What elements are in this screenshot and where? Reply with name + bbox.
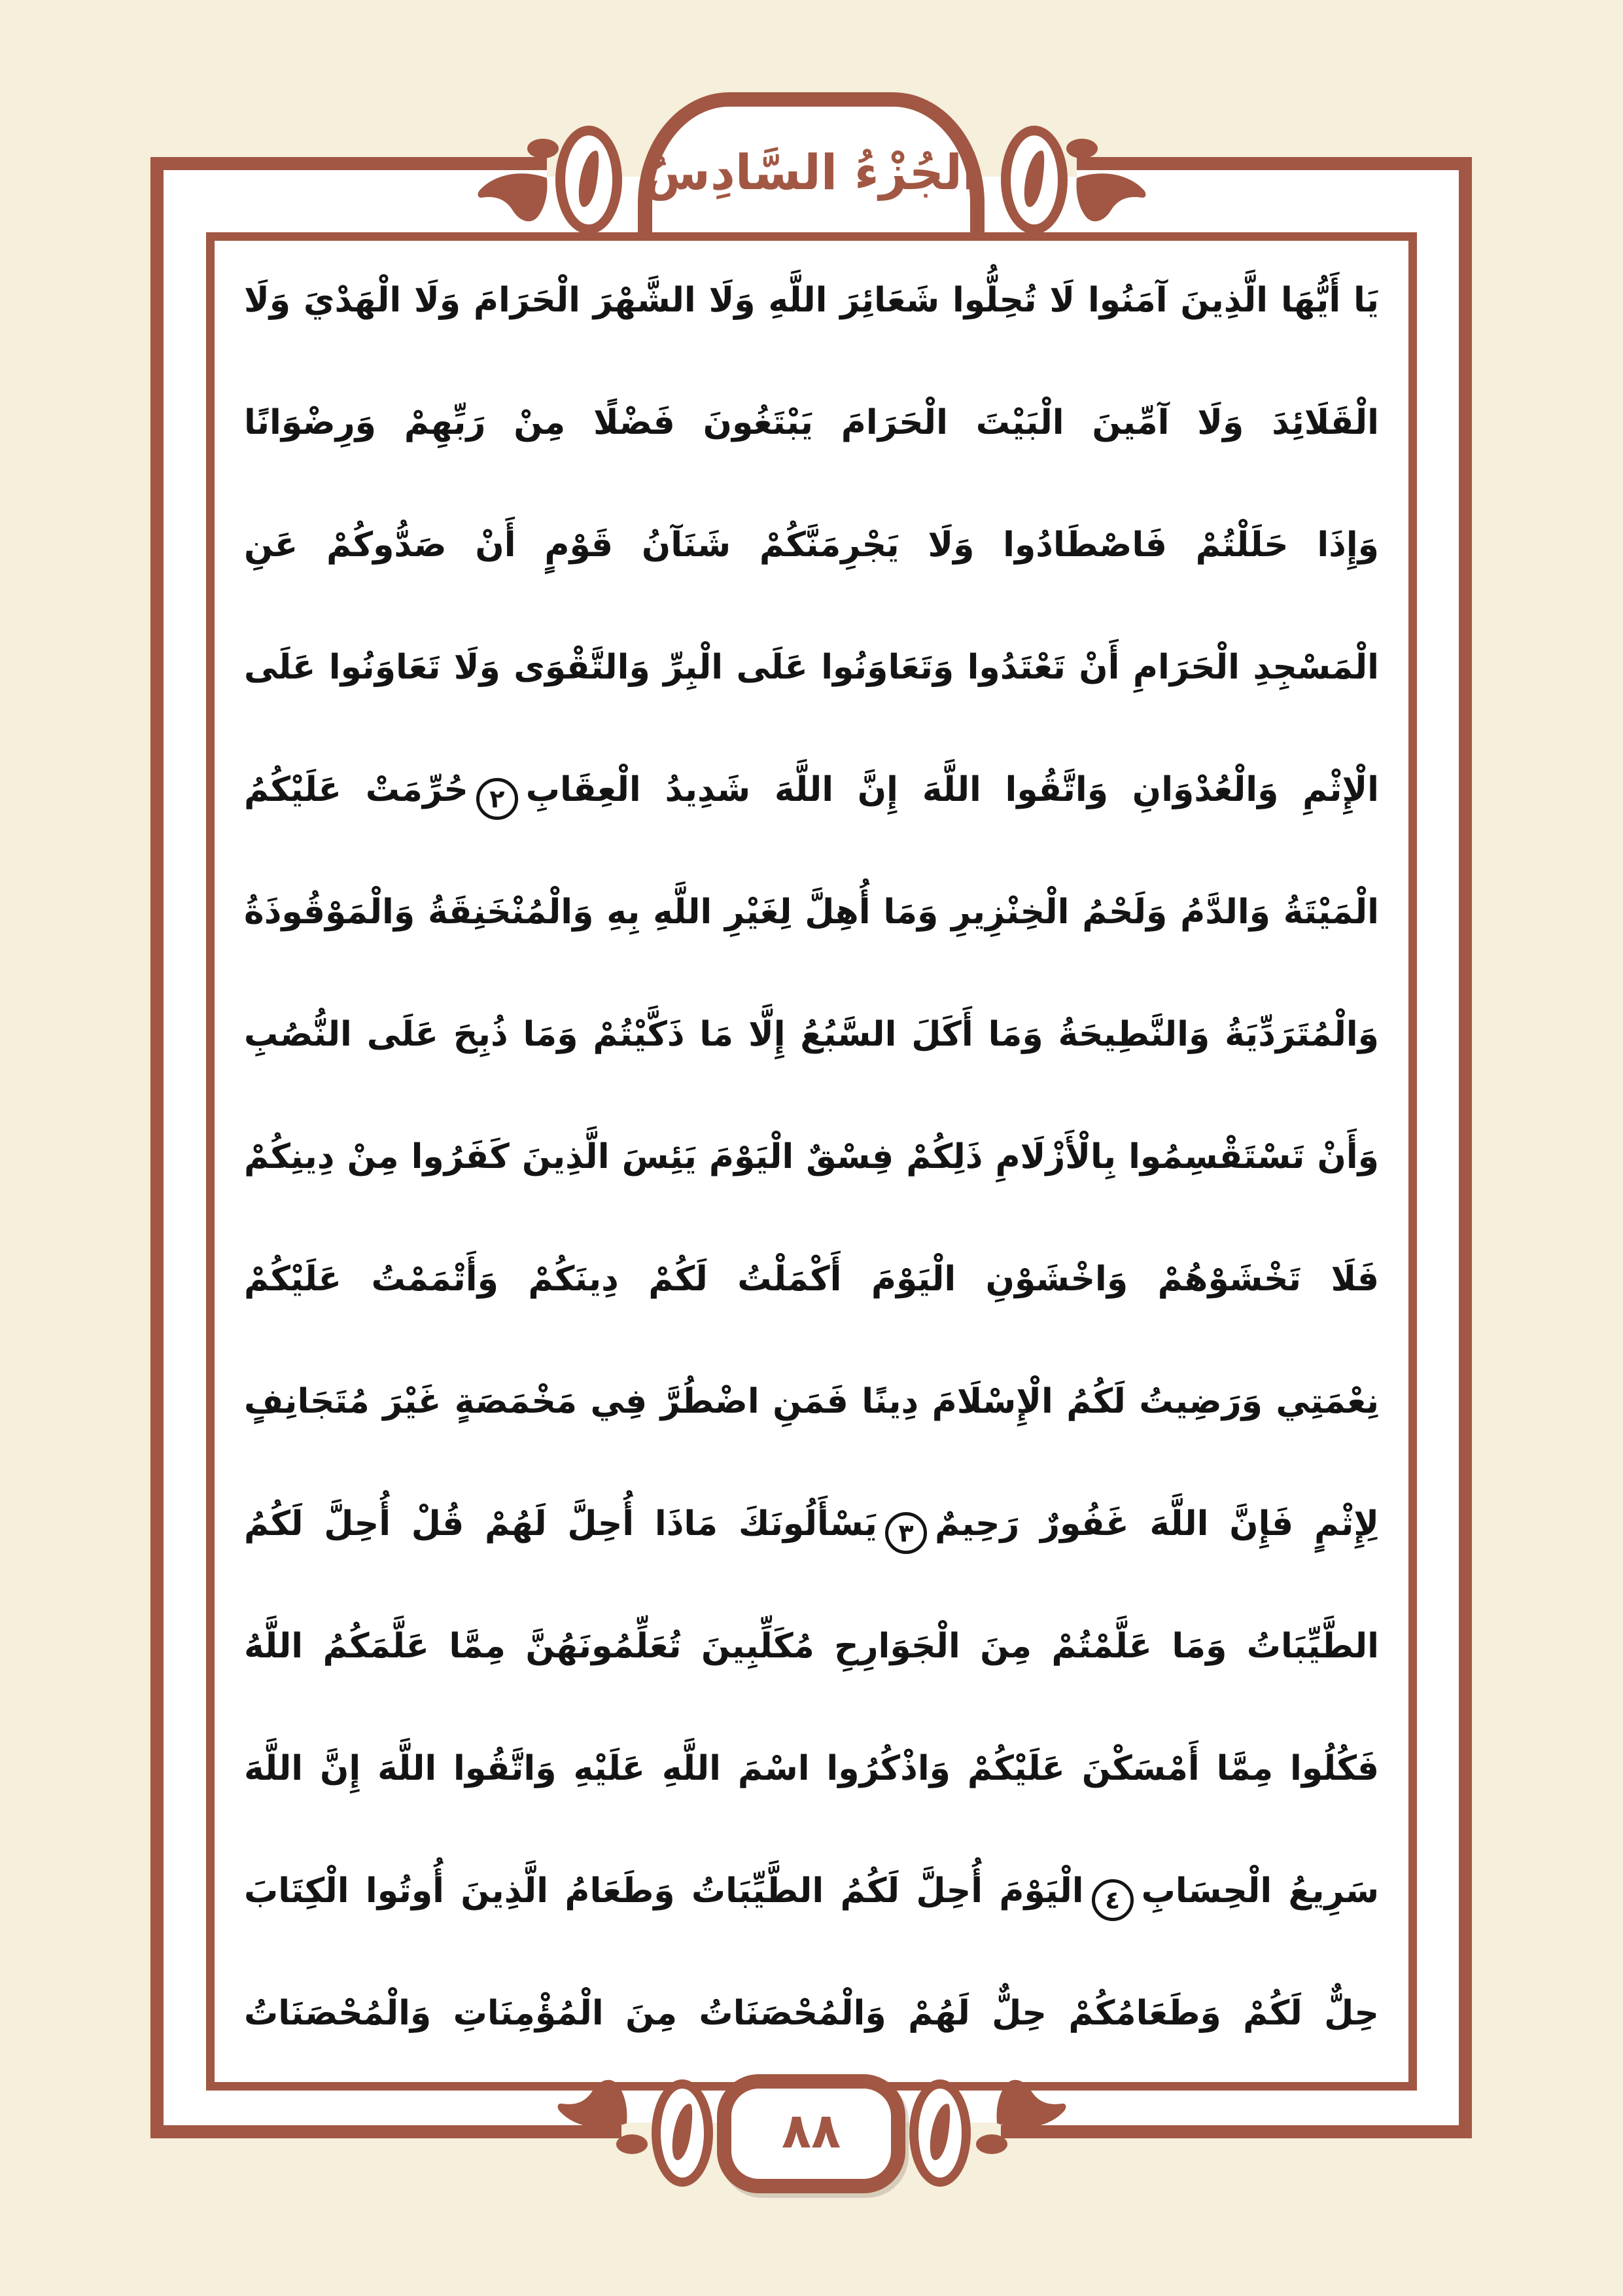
oval-rosette-icon (652, 2079, 713, 2187)
verse-number-badge: ٣ (885, 1512, 927, 1554)
teardrop-icon (927, 2102, 952, 2162)
quran-line (244, 484, 1379, 607)
quran-line (244, 851, 1379, 974)
teardrop-icon (576, 149, 601, 209)
quran-line (244, 1585, 1379, 1708)
ayah-text: يَا أَيُّهَا الَّذِينَ آمَنُوا لَا تُحِلُّوا شَعَائِرَ اللَّهِ وَلَا الشَّهْرَ الْحَرَامَ وَلَا الْهَدْيَ وَلَا (244, 281, 1379, 320)
juz-title: الجُزْءُ السَّادِسُ (643, 145, 979, 201)
ayah-text: الْإِثْمِ وَالْعُدْوَانِ وَاتَّقُوا اللَّهَ إِنَّ اللَّهَ شَدِيدُ الْعِقَابِ (525, 770, 1379, 809)
verse-number-badge: ٤ (1092, 1879, 1134, 1921)
ayah-text: نِعْمَتِي وَرَضِيتُ لَكُمُ الْإِسْلَامَ دِينًا فَمَنِ اضْطُرَّ فِي مَخْمَصَةٍ غَيْرَ مُتَجَانِفٍ (244, 1382, 1379, 1421)
bud-ornament-icon (976, 2134, 1007, 2154)
oval-rosette-icon (1001, 126, 1068, 234)
quran-line (244, 1341, 1379, 1463)
teardrop-icon (669, 2102, 695, 2162)
bud-ornament-icon (616, 2134, 648, 2154)
leaf-ornament-icon (996, 2064, 1068, 2128)
ayah-text: لِإِثْمٍ فَإِنَّ اللَّهَ غَفُورٌ رَحِيمٌ (934, 1504, 1379, 1544)
ayah-text: حِلٌّ لَكُمْ وَطَعَامُكُمْ حِلٌّ لَهُمْ وَالْمُحْصَنَاتُ مِنَ الْمُؤْمِنَاتِ وَالْمُحْصَنَاتُ (244, 1994, 1379, 2033)
page-number: ٨٨ (781, 2103, 841, 2159)
quran-line (244, 362, 1379, 484)
verse-number-badge: ٢ (476, 778, 518, 820)
ayah-text: وَأَنْ تَسْتَقْسِمُوا بِالْأَزْلَامِ ذَلِكُمْ فِسْقٌ الْيَوْمَ يَئِسَ الَّذِينَ كَفَرُوا مِنْ دِينِكُمْ (244, 1137, 1379, 1176)
ayah-text: فَلَا تَخْشَوْهُمْ وَاخْشَوْنِ الْيَوْمَ أَكْمَلْتُ لَكُمْ دِينَكُمْ وَأَتْمَمْتُ عَلَيْكُمْ (244, 1260, 1379, 1299)
bud-ornament-icon (1066, 139, 1098, 158)
ayah-text: الْقَلَائِدَ وَلَا آمِّينَ الْبَيْتَ الْحَرَامَ يَبْتَغُونَ فَضْلًا مِنْ رَبِّهِمْ وَرِضْوَانًا (244, 403, 1379, 442)
oval-rosette-icon (555, 126, 622, 234)
ayah-text: الْمَيْتَةُ وَالدَّمُ وَلَحْمُ الْخِنْزِيرِ وَمَا أُهِلَّ لِغَيْرِ اللَّهِ بِهِ وَالْمُنْخَنِقَةُ وَالْمَوْقُوذَةُ (244, 892, 1379, 932)
quran-text-block (244, 239, 1379, 2075)
ayah-text: فَكُلُوا مِمَّا أَمْسَكْنَ عَلَيْكُمْ وَاذْكُرُوا اسْمَ اللَّهِ عَلَيْهِ وَاتَّقُوا اللَّهَ إِنَّ اللَّهَ (244, 1749, 1379, 1788)
quran-line (244, 974, 1379, 1096)
juz-title-cartouche (638, 92, 985, 232)
teardrop-icon (1021, 149, 1047, 209)
quran-line (244, 1096, 1379, 1218)
quran-line (244, 1218, 1379, 1341)
ayah-text: الطَّيِّبَاتُ وَمَا عَلَّمْتُمْ مِنَ الْجَوَارِحِ مُكَلِّبِينَ تُعَلِّمُونَهُنَّ مِمَّا عَلَّمَكُمُ اللَّهُ (244, 1627, 1379, 1666)
ayah-text: وَإِذَا حَلَلْتُمْ فَاصْطَادُوا وَلَا يَجْرِمَنَّكُمْ شَنَآنُ قَوْمٍ أَنْ صَدُّوكُمْ عَنِ (244, 525, 1379, 565)
quran-line (244, 1463, 1379, 1585)
leaf-ornament-icon (476, 173, 548, 238)
ayah-text: يَسْأَلُونَكَ مَاذَا أُحِلَّ لَهُمْ قُلْ أُحِلَّ لَكُمُ (244, 1504, 877, 1544)
ayah-text: الْمَسْجِدِ الْحَرَامِ أَنْ تَعْتَدُوا وَتَعَاوَنُوا عَلَى الْبِرِّ وَالتَّقْوَى وَلَا تَعَاوَنُوا عَلَى (244, 648, 1379, 687)
bud-ornament-icon (527, 139, 559, 158)
leaf-ornament-icon (1075, 173, 1147, 238)
quran-line (244, 607, 1379, 729)
quran-line (244, 239, 1379, 362)
ayah-text: حُرِّمَتْ عَلَيْكُمُ (244, 770, 468, 809)
quran-line (244, 1952, 1379, 2075)
page-number-cartouche (717, 2074, 905, 2193)
ayah-text: سَرِيعُ الْحِسَابِ (1141, 1871, 1379, 1911)
ayah-text: الْيَوْمَ أُحِلَّ لَكُمُ الطَّيِّبَاتُ وَطَعَامُ الَّذِينَ أُوتُوا الْكِتَابَ (244, 1871, 1084, 1911)
quran-line (244, 1708, 1379, 1830)
oval-rosette-icon (909, 2079, 971, 2187)
quran-line (244, 729, 1379, 851)
quran-line (244, 1830, 1379, 1952)
ayah-text: وَالْمُتَرَدِّيَةُ وَالنَّطِيحَةُ وَمَا أَكَلَ السَّبُعُ إِلَّا مَا ذَكَّيْتُمْ وَمَا ذُبِحَ عَلَى النُّصُبِ (244, 1015, 1379, 1054)
leaf-ornament-icon (556, 2064, 628, 2128)
